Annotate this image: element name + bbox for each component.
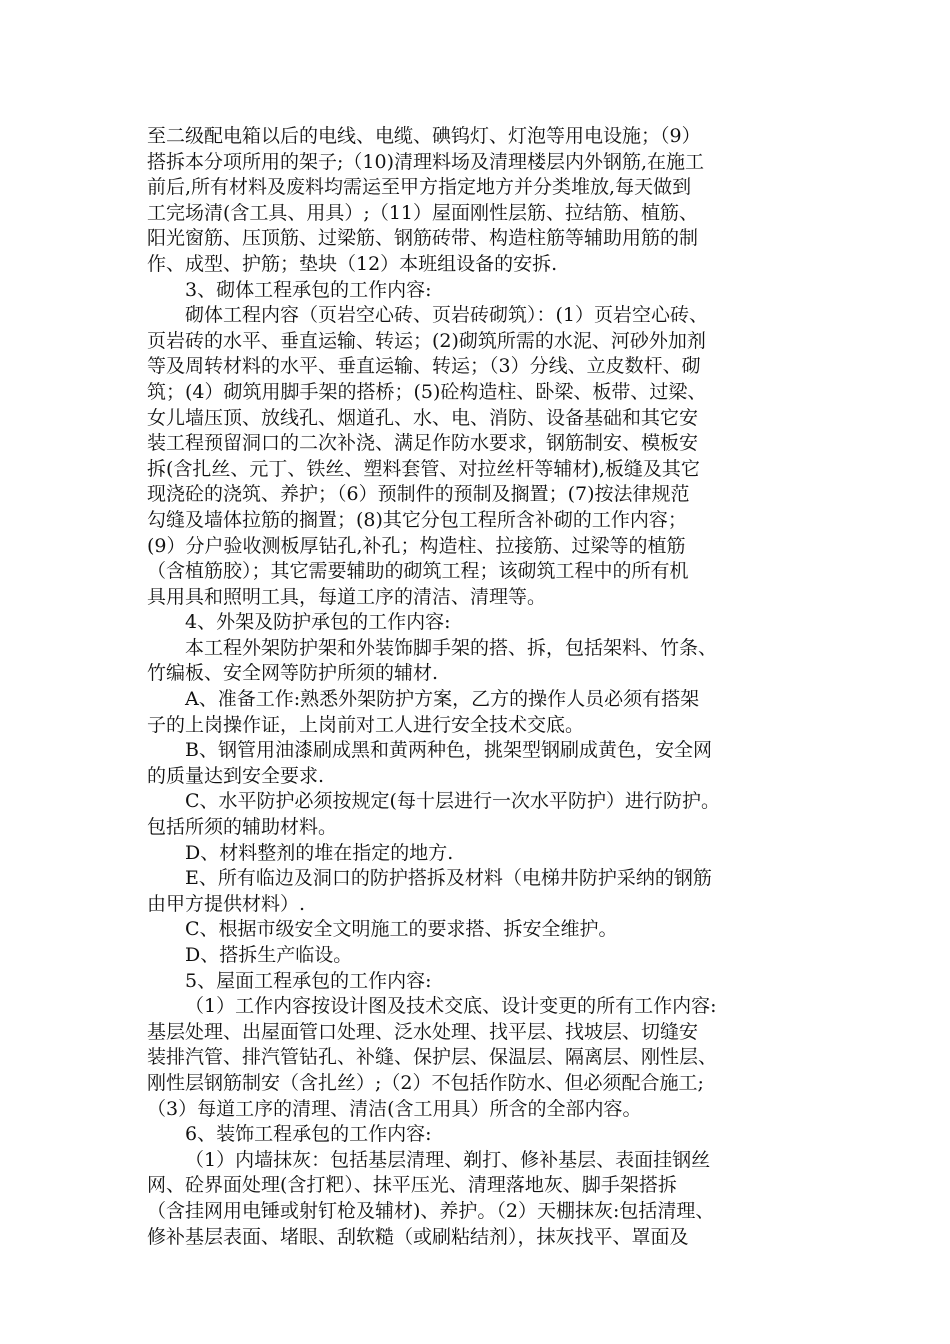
text-line: 装排汽管、排汽管钻孔、补缝、保护层、保温层、隔离层、刚性层、: [147, 1046, 718, 1069]
text-line: 刚性层钢筋制安（含扎丝）;（2）不包括作防水、但必须配合施工;: [147, 1071, 704, 1094]
text-line: 由甲方提供材料）.: [147, 892, 306, 915]
text-line: 具用具和照明工具，每道工序的清洁、清理等。: [147, 585, 547, 608]
text-line: E、所有临边及洞口的防护搭拆及材料（电梯井防护采纳的钢筋: [185, 867, 712, 890]
text-line: 的质量达到安全要求.: [147, 764, 325, 787]
text-line: B、钢管用油漆刷成黑和黄两种色，挑架型钢刷成黄色，安全网: [185, 739, 712, 762]
text-line: 6、装饰工程承包的工作内容:: [185, 1123, 432, 1146]
text-line: 包括所须的辅助材料。: [147, 816, 338, 839]
text-line: 子的上岗操作证，上岗前对工人进行安全技术交底。: [147, 713, 585, 736]
text-line: 4、外架及防护承包的工作内容:: [185, 611, 451, 634]
text-line: 阳光窗筋、压顶筋、过梁筋、钢筋砖带、构造柱筋等辅助用筋的制: [147, 227, 699, 250]
text-line: 工完场清(含工具、用具）;（11）屋面刚性层筋、拉结筋、植筋、: [147, 201, 698, 224]
text-line: （含植筋胶）；其它需要辅助的砌筑工程；该砌筑工程中的所有机: [147, 560, 689, 583]
text-line: （含挂网用电锤或射钉枪及辅材)、养护。（2）天棚抹灰:包括清理、: [147, 1199, 715, 1222]
text-line: 砌体工程内容（页岩空心砖、页岩砖砌筑）：(1）页岩空心砖、: [185, 304, 709, 327]
text-line: 拆(含扎丝、元丁、铁丝、塑料套管、对拉丝杆等辅材),板缝及其它: [147, 457, 700, 480]
text-line: 装工程预留洞口的二次补浇、满足作防水要求，钢筋制安、模板安: [147, 432, 699, 455]
text-line: 至二级配电箱以后的电线、电缆、碘钨灯、灯泡等用电设施；（9）: [147, 125, 701, 147]
text-line: 女儿墙压顶、放线孔、烟道孔、水、电、消防、设备基础和其它安: [147, 406, 699, 429]
text-line: 等及周转材料的水平、垂直运输、转运；（3）分线、立皮数杆、砌: [147, 355, 701, 378]
text-line: C、水平防护必须按规定(每十层进行一次水平防护）进行防护。: [185, 790, 720, 813]
text-line: 勾缝及墙体拉筋的搁置；(8)其它分包工程所含补砌的工作内容；: [147, 508, 687, 531]
text-line: 作、成型、护筋；垫块（12）本班组设备的安拆.: [147, 252, 558, 275]
text-line: 前后,所有材料及废料均需运至甲方指定地方并分类堆放,每天做到: [147, 176, 692, 199]
text-line: 竹编板、安全网等防护所须的辅材.: [147, 662, 439, 685]
text-line: 筑；(4）砌筑用脚手架的搭桥；(5)砼构造柱、卧梁、板带、过梁、: [147, 380, 707, 403]
text-line: (9）分户验收测板厚钻孔,补孔；构造柱、拉接筋、过梁等的植筋: [147, 534, 686, 557]
text-line: A、准备工作:熟悉外架防护方案，乙方的操作人员必须有搭架: [185, 688, 700, 711]
text-line: 修补基层表面、堵眼、刮软糙（或刷粘结剂），抹灰找平、罩面及: [147, 1225, 689, 1248]
text-line: 本工程外架防护架和外装饰脚手架的搭、拆，包括架料、竹条、: [185, 636, 718, 659]
text-line: D、搭拆生产临设。: [185, 944, 353, 966]
text-line: （1）工作内容按设计图及技术交底、设计变更的所有工作内容:: [185, 995, 717, 1018]
text-line: 网、砼界面处理(含打粑）、抹平压光、清理落地灰、脚手架搭拆: [147, 1174, 677, 1197]
text-line: 3、砌体工程承包的工作内容:: [185, 278, 432, 301]
text-line: 基层处理、出屋面管口处理、泛水处理、找平层、找坡层、切缝安: [147, 1020, 699, 1043]
text-line: 5、屋面工程承包的工作内容:: [185, 969, 432, 992]
text-line: 搭拆本分项所用的架子;（10)清理料场及清理楼层内外钢筋,在施工: [147, 150, 705, 173]
text-line: C、根据市级安全文明施工的要求搭、拆安全维护。: [185, 918, 618, 941]
document-body: [147, 124, 827, 1250]
text-line: 现浇砼的浇筑、养护；（6）预制件的预制及搁置；(7)按法律规范: [147, 483, 690, 506]
text-line: （1）内墙抹灰：包括基层清理、剃打、修补基层、表面挂钢丝: [185, 1148, 711, 1171]
text-line: （3）每道工序的清理、清洁(含工用具）所含的全部内容。: [147, 1097, 642, 1120]
text-line: 页岩砖的水平、垂直运输、转运；(2)砌筑所需的水泥、河砂外加剂: [147, 329, 706, 352]
text-line: D、材料整剂的堆在指定的地方.: [185, 841, 454, 864]
